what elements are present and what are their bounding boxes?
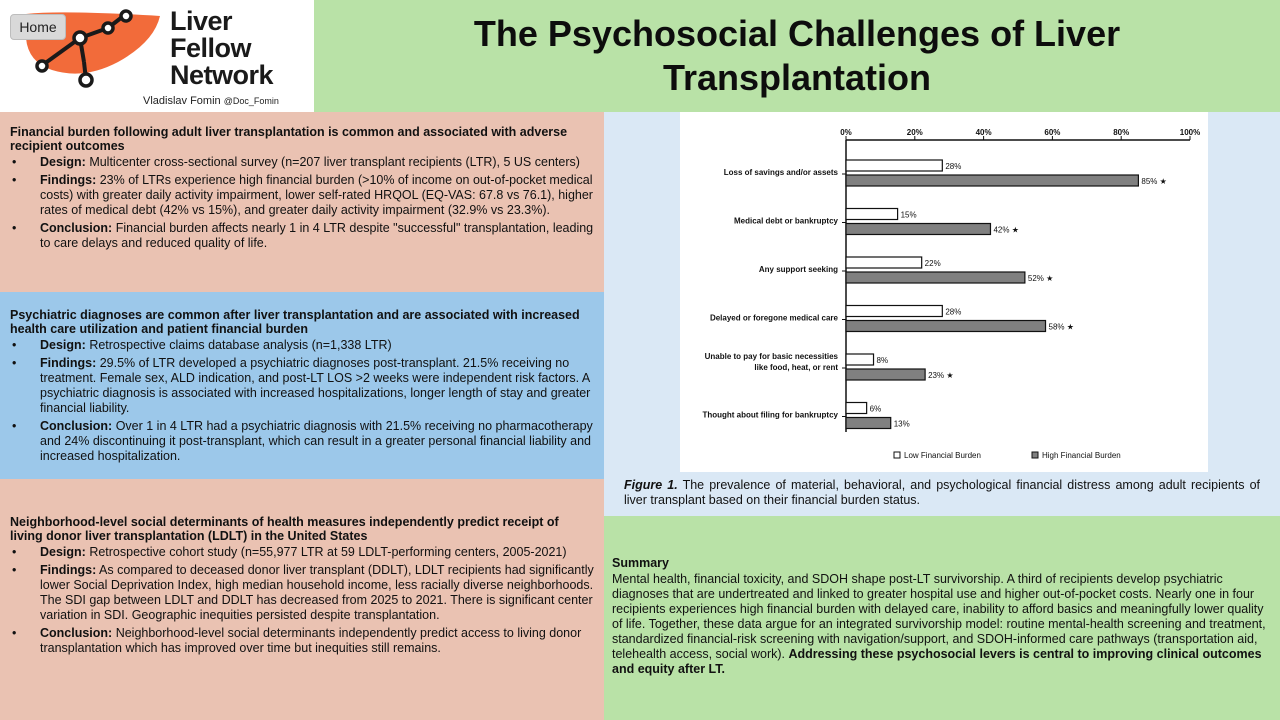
data-label: 28%	[945, 162, 962, 171]
bullet-text: As compared to deceased donor liver transplant (DDLT), LDLT recipients had significantly lower Social Deprivation Index, high median household income, less racially diverse neighborhoods. The SDI gap between LDLT and DDLT has decreased from 2025 to 2021. There is significant center variation in SDI. Geographic inequities persisted despite transplantation.	[40, 563, 594, 622]
bar-high-burden	[846, 321, 1046, 332]
bar-high-burden	[846, 369, 925, 380]
bullet-text: 23% of LTRs experience high financial burden (>10% of income on out-of-pocket medical costs) with greater daily activity impairment, lower self-rated HRQOL (EQ-VAS: 67.8 vs 76.1), higher rates of medical debt (42% vs 15%), and greater daily activity impairment (32.9% vs 23.3%).	[40, 173, 593, 217]
bar-chart	[680, 112, 1208, 472]
bullet-text: Retrospective cohort study (n=55,977 LTR at 59 LDLT-performing centers, 2005-2021)	[85, 545, 567, 559]
data-label: 52% ★	[1027, 274, 1054, 283]
category-label: Any support seeking	[758, 265, 838, 274]
bullet-conclusion	[10, 221, 594, 251]
bullet-findings	[10, 356, 594, 416]
legend-label-high: High Financial Burden	[1042, 451, 1121, 460]
chart-container	[680, 112, 1208, 472]
bullet-label: Findings:	[40, 356, 97, 370]
data-label: 13%	[893, 419, 910, 429]
legend-swatch-high	[1032, 452, 1038, 458]
bullet-list	[10, 338, 594, 464]
data-label: 8%	[876, 356, 889, 365]
bar-low-burden	[846, 306, 942, 317]
bullet-text: Financial burden affects nearly 1 in 4 LTR despite "successful" transplantation, leading to care delays and reduced quality of life.	[40, 221, 594, 250]
bullet-list	[10, 545, 594, 656]
bullet-design	[10, 155, 594, 170]
bullet-label: Findings:	[40, 173, 97, 187]
x-tick-label: 80%	[1113, 128, 1130, 137]
category-label: Delayed or foregone medical care	[709, 313, 838, 323]
x-tick-label: 40%	[975, 128, 992, 137]
category-label: Thought about filing for bankruptcy	[702, 410, 838, 420]
summary-text	[612, 572, 1270, 677]
bar-low-burden	[846, 160, 942, 171]
bar-high-burden	[846, 418, 891, 429]
section-heading: Psychiatric diagnoses are common after liver transplantation and are associated with increased health care utilization and patient financial burden	[10, 308, 580, 336]
data-label: 85% ★	[1141, 177, 1167, 186]
data-label: 28%	[945, 307, 962, 317]
figure-caption	[624, 478, 1260, 508]
summary-body: Mental health, financial toxicity, and SDOH shape post-LT survivorship. A third of recipients develop psychiatric diagnoses that are undertreated and linked to greater hospital use and higher out-of-pocket costs. Nearly one in four recipients experiences high financial burden with delayed care, inability to afford basics and meaningfully lower quality of life. Together, these data argue for an integrated survivorship model: routine mental-health screening and treatment, standardized financial-risk screening with navigation/support, and SDOH-informed care pathways (transportation aid, telehealth access, social work).	[612, 572, 1266, 661]
bar-high-burden	[846, 224, 990, 235]
bullet-text: 29.5% of LTR developed a psychiatric diagnoses post-transplant. 21.5% receiving no treatment. Female sex, ALD indication, and post-LT LOS >2 weeks were independent risk factors. A psychiatric diagnosis is associated with increased hospitalizations, longer length of stay and greater financial liability.	[40, 356, 591, 415]
page-title: The Psychosocial Challenges of Liver Transplantation	[473, 13, 1121, 98]
logo-line-3: Network	[170, 60, 274, 90]
bullet-label: Design:	[40, 155, 86, 169]
bullet-label: Conclusion:	[40, 419, 113, 433]
logo-wordmark	[170, 8, 273, 89]
legend-swatch-low	[894, 452, 900, 458]
data-label: 58% ★	[1048, 322, 1074, 332]
section-social-determinants	[0, 479, 604, 720]
bullet-list	[10, 155, 594, 251]
data-label: 15%	[900, 210, 917, 220]
figure-panel	[604, 112, 1280, 516]
x-tick-label: 0%	[840, 128, 852, 137]
data-label: 22%	[924, 259, 941, 268]
bullet-design	[10, 338, 594, 353]
section-heading: Financial burden following adult liver transplantation is common and associated with adverse recipient outcomes	[10, 125, 568, 153]
x-tick-label: 100%	[1179, 128, 1201, 137]
bullet-label: Design:	[40, 338, 86, 352]
bullet-text: Over 1 in 4 LTR had a psychiatric diagnosis with 21.5% receiving no pharmacotherapy and 24% discontinuing it post-transplant, which can result in a greater personal financial liability and increased hospitalization.	[40, 419, 593, 463]
home-button[interactable]: Home	[10, 14, 66, 40]
bullet-text: Retrospective claims database analysis (n=1,338 LTR)	[85, 338, 392, 352]
caption-text: The prevalence of material, behavioral, and psychological financial distress among adult recipients of liver transplant based on their financial burden status.	[624, 478, 1260, 507]
summary-panel	[604, 516, 1280, 720]
logo-area	[0, 0, 314, 112]
section-heading: Neighborhood-level social determinants of health measures independently predict receipt of living donor liver transplantation (LDLT) in the United States	[10, 515, 559, 543]
author-name: Vladislav Fomin	[143, 95, 221, 107]
bullet-findings	[10, 173, 594, 218]
caption-label: Figure 1.	[624, 478, 678, 492]
summary-heading: Summary	[612, 556, 669, 570]
category-label: Unable to pay for basic necessities	[704, 352, 838, 361]
bullet-label: Conclusion:	[40, 626, 113, 640]
section-financial-burden	[0, 112, 604, 292]
data-label: 6%	[869, 404, 882, 414]
category-label: like food, heat, or rent	[754, 363, 838, 372]
bar-low-burden	[846, 403, 867, 414]
bullet-label: Findings:	[40, 563, 97, 577]
bullet-findings	[10, 563, 594, 623]
author-credit	[143, 95, 279, 107]
bullet-label: Design:	[40, 545, 86, 559]
bullet-design	[10, 545, 594, 560]
data-label: 42% ★	[993, 225, 1019, 235]
bar-high-burden	[846, 175, 1138, 186]
bullet-text: Neighborhood-level social determinants independently predict access to living donor transplantation which has improved over time but inequities still remains.	[40, 626, 582, 655]
author-handle: @Doc_Fomin	[223, 96, 279, 106]
bullet-conclusion	[10, 626, 594, 656]
bar-low-burden	[846, 257, 922, 268]
category-label: Loss of savings and/or assets	[723, 168, 838, 177]
logo-line-2: Fellow	[170, 33, 252, 63]
summary-emphasis: Addressing these psychosocial levers is central to improving clinical outcomes and equity after LT.	[612, 647, 1262, 676]
bullet-conclusion	[10, 419, 594, 464]
title-bar	[314, 0, 1280, 112]
category-label: Medical debt or bankruptcy	[733, 216, 838, 226]
logo-line-1: Liver	[170, 6, 233, 36]
bullet-label: Conclusion:	[40, 221, 113, 235]
x-tick-label: 60%	[1044, 128, 1061, 137]
bar-low-burden	[846, 209, 898, 220]
bar-low-burden	[846, 354, 874, 365]
x-tick-label: 20%	[906, 128, 923, 137]
bullet-text: Multicenter cross-sectional survey (n=207 liver transplant recipients (LTR), 5 US centers)	[85, 155, 580, 169]
data-label: 23% ★	[928, 371, 954, 380]
bar-high-burden	[846, 272, 1025, 283]
section-psychiatric-diagnoses	[0, 292, 604, 479]
legend-label-low: Low Financial Burden	[904, 451, 981, 460]
